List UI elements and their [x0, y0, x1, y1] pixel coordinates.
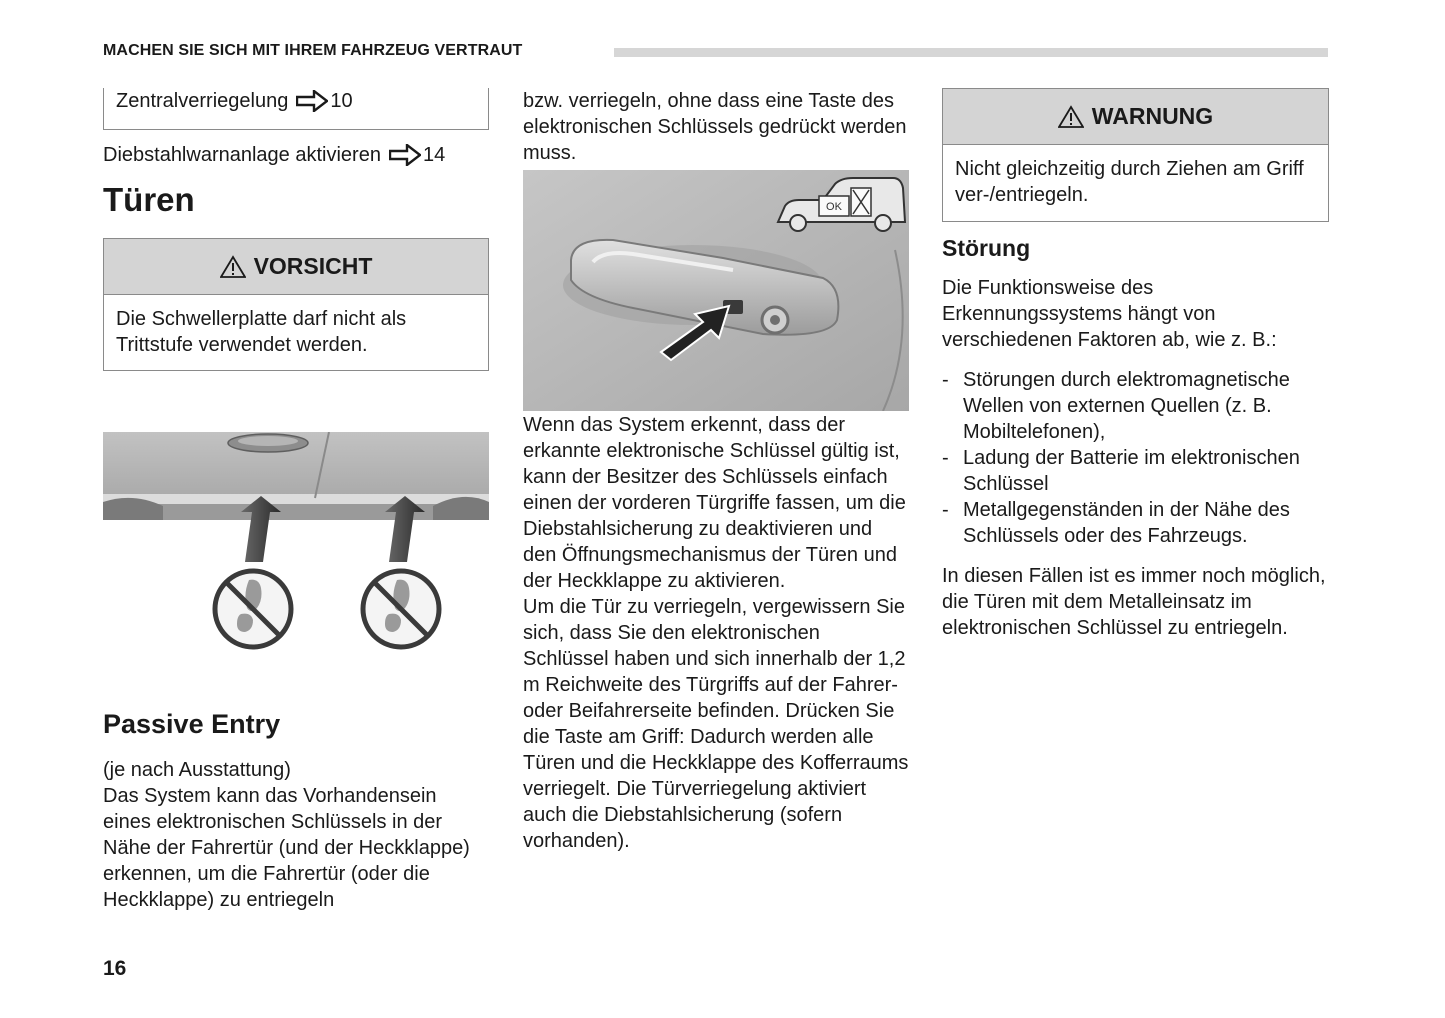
door-handle-illustration: [523, 170, 909, 411]
list-item: - Störungen durch elektromagnetische Wellen von externen Quellen (z. B. Mobiltelefonen),: [942, 367, 1329, 445]
passive-entry-continuation-block: [523, 88, 909, 166]
page-header-title: MACHEN SIE SICH MIT IHREM FAHRZEUG VERTRAUT: [103, 42, 523, 59]
section-title-doors: Türen: [103, 181, 195, 218]
malfunction-intro: Die Funktionsweise des Erkennungssystems hängt von verschiedenen Faktoren ab, wie z. B.:: [942, 277, 1277, 351]
header-rule: [614, 48, 1328, 57]
passive-entry-body: [523, 412, 909, 854]
warning-label: WARNUNG: [1091, 103, 1214, 129]
malfunction-list: [942, 367, 1329, 549]
xref-page: 10: [330, 90, 353, 112]
warning-box: [942, 88, 1329, 222]
warning-triangle-icon: [220, 255, 246, 279]
page-reference-arrow-icon: [389, 144, 421, 166]
passive-entry-intro-block: [103, 757, 489, 913]
car-pictogram-badge: OK: [826, 201, 842, 213]
xref-central-locking[interactable]: [116, 88, 353, 114]
sill-plate-illustration: [103, 432, 489, 652]
paragraph-detection: Wenn das System erkennt, dass der erkannte elektronische Schlüssel gültig ist, kann der Besitzer des Schlüssels einfach einen der vorderen Türgriffe fassen, um die Diebstahlsicherung zu deaktivieren und den Öffnungsmechanismus der Türen und der Heckklappe zu aktivieren.: [523, 414, 906, 592]
malfunction-outro: In diesen Fällen ist es immer noch möglich, die Türen mit dem Metalleinsatz im elektronischen Schlüssel zu entriegeln.: [942, 565, 1326, 639]
caution-box: [103, 238, 489, 371]
no-step-icon: [363, 571, 439, 647]
warning-text: Nicht gleichzeitig durch Ziehen am Griff ver-/entriegeln.: [955, 158, 1304, 206]
malfunction-block: [942, 275, 1329, 641]
passive-entry-intro: Das System kann das Vorhandensein eines elektronischen Schlüssels in der Nähe der Fahrertür (und der Heckklappe) erkennen, um die Fahrertür (oder die Heckklappe) zu entriegeln: [103, 785, 470, 911]
no-step-icon: [215, 571, 291, 647]
paragraph-locking: Um die Tür zu verriegeln, vergewissern Sie sich, dass Sie den elektronischen Schlüssel haben und sich innerhalb der 1,2 m Reichweite des Türgriffs auf der Fahrer- oder Beifahrerseite befinden. Drücken Sie die Taste am Griff: Dadurch werden alle Türen und die Heckklappe des Kofferraums verriegelt. Die Türverriegelung aktiviert auch die Diebstahlsicherung (sofern vorhanden).: [523, 596, 909, 852]
warning-header: [943, 89, 1328, 145]
xref-alarm[interactable]: [103, 142, 445, 168]
passive-entry-continuation: bzw. verriegeln, ohne dass eine Taste des elektronischen Schlüssels gedrückt werden muss.: [523, 90, 907, 164]
list-item: - Ladung der Batterie im elektronischen Schlüssel: [942, 445, 1329, 497]
caution-label: VORSICHT: [253, 253, 373, 279]
xref-page: 14: [422, 144, 446, 166]
xref-label: Diebstahlwarnanlage aktivieren: [103, 144, 381, 166]
section-title-malfunction: Störung: [942, 235, 1031, 261]
section-title-passive-entry: Passive Entry: [103, 709, 281, 739]
availability-note: (je nach Ausstattung): [103, 759, 291, 781]
page-reference-arrow-icon: [296, 90, 328, 112]
caution-text: Die Schwellerplatte darf nicht als Trittstufe verwendet werden.: [116, 308, 407, 356]
page-number: 16: [103, 957, 127, 980]
list-item: - Metallgegenständen in der Nähe des Schlüssels oder des Fahrzeugs.: [942, 497, 1329, 549]
caution-header: [104, 239, 488, 295]
xref-label: Zentralverriegelung: [116, 90, 289, 112]
warning-triangle-icon: [1058, 105, 1084, 129]
